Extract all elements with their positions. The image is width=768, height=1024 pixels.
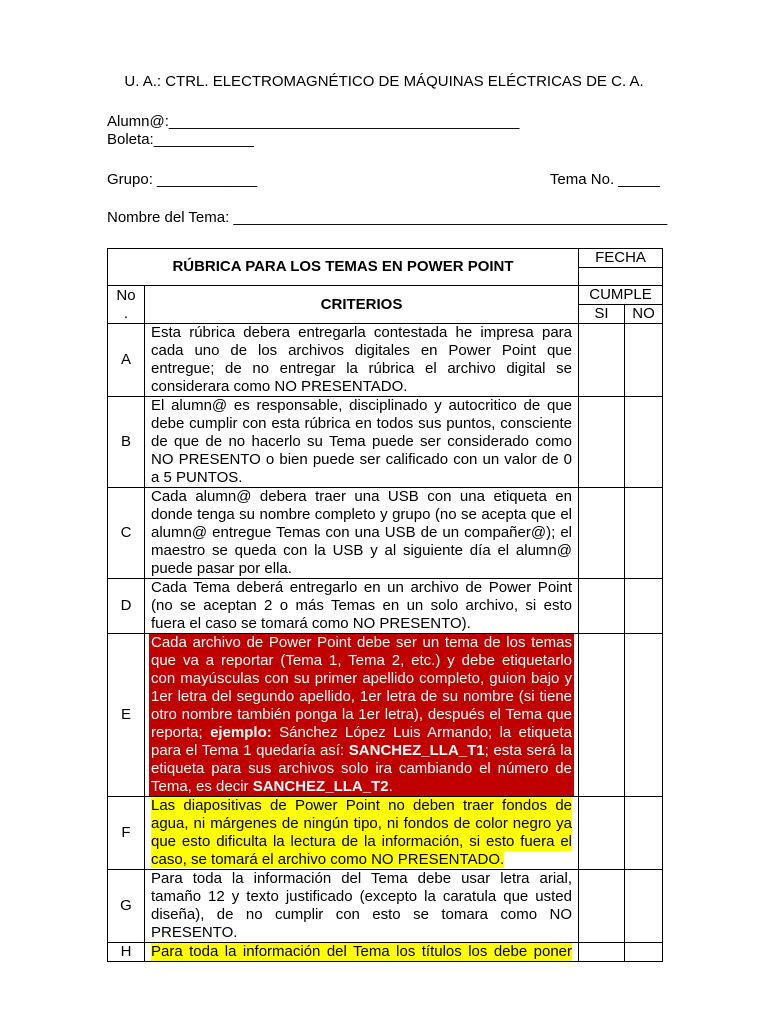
criteria-header: CRITERIOS — [145, 286, 579, 324]
no-header: NO — [625, 305, 663, 324]
criteria-row — [108, 397, 663, 488]
date-header: FECHA — [579, 249, 663, 268]
document-title: U. A.: CTRL. ELECTROMAGNÉTICO DE MÁQUINAS ELÉCTRICAS DE C. A. — [124, 73, 644, 90]
criteria-text: Cada Tema deberá entregarlo en un archivo de Power Point (no se aceptan 2 o más Temas en un solo archivo, si esto fuera el caso se tomará como NO PRESENTO). — [145, 579, 579, 634]
criteria-row — [108, 488, 663, 579]
criteria-row — [108, 324, 663, 397]
no-checkbox-cell[interactable] — [625, 870, 663, 943]
compliance-header: CUMPLE — [579, 286, 663, 305]
yes-checkbox-cell[interactable] — [579, 579, 625, 634]
no-checkbox-cell[interactable] — [625, 943, 663, 962]
yes-checkbox-cell[interactable] — [579, 488, 625, 579]
yes-checkbox-cell[interactable] — [579, 870, 625, 943]
criteria-text: El alumn@ es responsable, disciplinado y autocritico de que debe cumplir con esta rúbrica en todos sus puntos, consciente de que de no hacerlo su Tema puede ser considerado como NO PRESENTO o bien puede ser calificado con un valor de 0 a 5 PUNTOS. — [145, 397, 579, 488]
date-cell — [579, 268, 663, 286]
no-checkbox-cell[interactable] — [625, 324, 663, 397]
row-letter: B — [108, 397, 145, 488]
criteria-text: Para toda la información del Tema debe usar letra arial, tamaño 12 y texto justificado (excepto la caratula que usted diseña), de no cumplir con esto se tomara como NO PRESENTO. — [145, 870, 579, 943]
topic-name-field: Nombre del Tema: ____________________________________________________ — [107, 209, 668, 226]
yes-checkbox-cell[interactable] — [579, 797, 625, 870]
no-checkbox-cell[interactable] — [625, 397, 663, 488]
row-letter: E — [108, 634, 145, 797]
yes-checkbox-cell[interactable] — [579, 397, 625, 488]
yes-checkbox-cell[interactable] — [579, 324, 625, 397]
student-id-field: Boleta:____________ — [107, 131, 254, 148]
number-header: No . — [108, 286, 145, 324]
rubric-title: RÚBRICA PARA LOS TEMAS EN POWER POINT — [108, 249, 579, 286]
student-name-field: Alumn@:__________________________________________ — [107, 113, 520, 130]
criteria-row — [108, 797, 663, 870]
criteria-row — [108, 943, 663, 962]
criteria-text: Esta rúbrica debera entregarla contestada he impresa para cada uno de los archivos digitales en Power Point que entregue; de no entregar la rúbrica el archivo digital se considerara como NO PRESENTADO. — [145, 324, 579, 397]
yes-header: SI — [579, 305, 625, 324]
row-letter: H — [108, 943, 145, 962]
rubric-table — [107, 248, 663, 962]
no-checkbox-cell[interactable] — [625, 634, 663, 797]
yes-checkbox-cell[interactable] — [579, 634, 625, 797]
no-checkbox-cell[interactable] — [625, 488, 663, 579]
row-letter: D — [108, 579, 145, 634]
row-letter: G — [108, 870, 145, 943]
criteria-row — [108, 634, 663, 797]
topic-number-field: Tema No. _____ — [549, 171, 660, 188]
group-field: Grupo: ____________ — [107, 171, 258, 188]
yes-checkbox-cell[interactable] — [579, 943, 625, 962]
criteria-text-highlighted-yellow: Para toda la información del Tema los títulos los debe poner — [145, 943, 579, 962]
row-letter: F — [108, 797, 145, 870]
no-checkbox-cell[interactable] — [625, 797, 663, 870]
row-letter: C — [108, 488, 145, 579]
criteria-row — [108, 579, 663, 634]
criteria-text-highlighted-red: Cada archivo de Power Point debe ser un tema de los temas que va a reportar (Tema 1, Tema 2, etc.) y debe etiquetarlo con mayúsculas con su primer apellido completo, guion bajo y 1er letra del segundo apellido, 1er letra de su nombre (si tiene otro nombre también ponga la 1er letra), después el Tema que reporta; ejemplo: Sánchez López Luis Armando; la etiqueta para el Tema 1 quedaría así: SANCHEZ_LLA_T1; esta será la etiqueta para sus archivos solo ira cambiando el número de Tema, es decir SANCHEZ_LLA_T2. — [145, 634, 579, 797]
criteria-text: Cada alumn@ debera traer una USB con una etiqueta en donde tenga su nombre completo y grupo (no se acepta que el alumn@ entregue Temas con una USB de un compañer@); el maestro se queda con la USB y al siguiente día el alumn@ puede pasar por ella. — [145, 488, 579, 579]
criteria-row — [108, 870, 663, 943]
row-letter: A — [108, 324, 145, 397]
criteria-text-highlighted-yellow: Las diapositivas de Power Point no deben traer fondos de agua, ni márgenes de ningún tipo, ni fondos de color negro ya que esto dificulta la lectura de la información, si esto fuera el caso, se tomará el archivo como NO PRESENTADO. — [145, 797, 579, 870]
no-checkbox-cell[interactable] — [625, 579, 663, 634]
